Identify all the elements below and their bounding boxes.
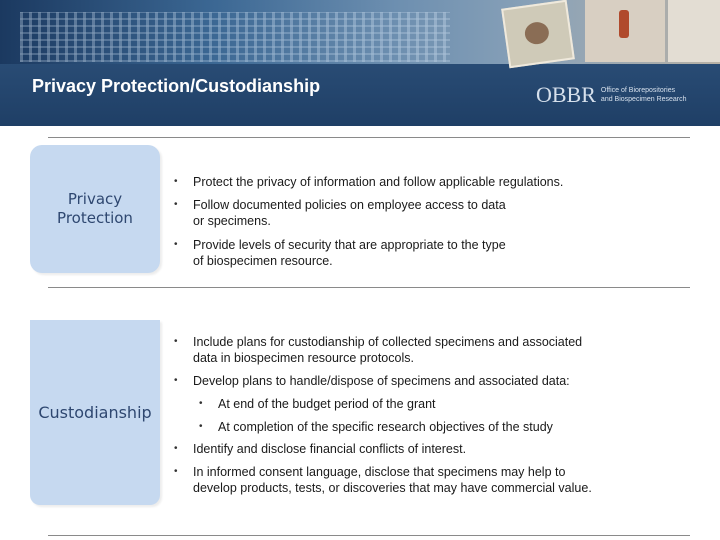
lab-photo (668, 0, 720, 62)
logo-mark: OBBR (536, 82, 596, 107)
list-item: • Include plans for custodianship of collected specimens and associated data in biospecimen resource protocols. (174, 335, 583, 365)
privacy-protection-label-box (30, 145, 160, 273)
obbr-logo (536, 82, 687, 108)
custodianship-label: Custodianship (38, 403, 152, 422)
list-item: • Provide levels of security that are appropriate to the type of biospecimen resource. (174, 238, 506, 268)
bullet-icon: • (174, 375, 178, 386)
banner-image-strip (0, 0, 720, 64)
list-item: • Identify and disclose financial conflicts of interest. (174, 442, 467, 456)
logo-text (601, 86, 687, 104)
header-banner (0, 0, 720, 126)
sub-list-item: • At completion of the specific research objectives of the study (199, 420, 553, 434)
divider-middle (48, 287, 690, 288)
bullet-icon: • (174, 336, 178, 347)
custodianship-label-box (30, 320, 160, 505)
divider-bottom (48, 535, 690, 536)
dna-sequence-image (20, 12, 450, 62)
sub-list-item: • At end of the budget period of the grant (199, 397, 436, 411)
list-item: • Follow documented policies on employee access to data or specimens. (174, 198, 506, 228)
privacy-label-line2: Protection (57, 209, 133, 227)
divider-top (48, 137, 690, 138)
list-item: • Develop plans to handle/dispose of specimens and associated data: (174, 374, 570, 388)
bullet-icon: • (174, 176, 178, 187)
list-item: • In informed consent language, disclose that specimens may help to develop products, tests, or discoveries that may have commercial value. (174, 465, 592, 495)
bullet-icon: • (199, 398, 203, 409)
list-item: • Protect the privacy of information and follow applicable regulations. (174, 175, 564, 189)
page-title: Privacy Protection/Custodianship (32, 76, 321, 96)
bullet-icon: • (174, 466, 178, 477)
bullet-icon: • (174, 239, 178, 250)
bullet-icon: • (199, 421, 203, 432)
lab-tube-photo (585, 0, 665, 62)
bullet-icon: • (174, 443, 178, 454)
tissue-photo (501, 0, 575, 68)
logo-text-line2: and Biospecimen Research (600, 96, 687, 103)
logo-text-line1: Office of Biorepositories (600, 87, 676, 94)
bullet-icon: • (174, 199, 178, 210)
privacy-label-line1: Privacy (67, 190, 123, 208)
